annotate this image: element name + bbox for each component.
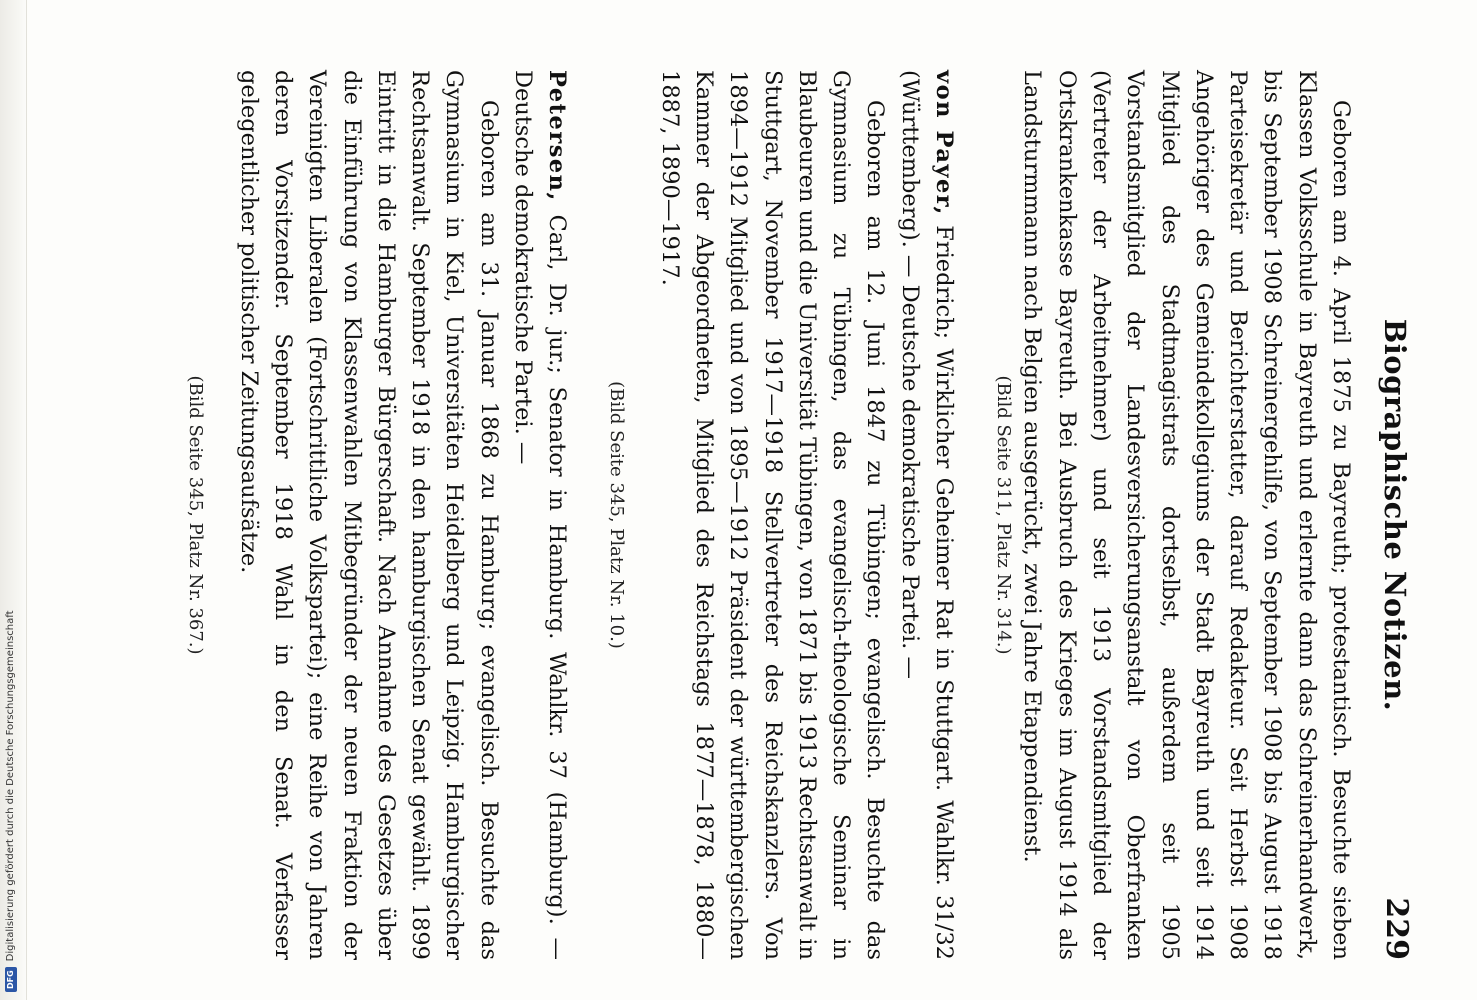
entry-surname: Petersen, (544, 70, 571, 202)
biography-paragraph: Geboren am 4. April 1875 zu Bayreuth; protestantisch. Besuchte sieben Klassen Volksschule in Bayreuth und erlernte dann das Schreinerhandwerk, bis September 1908 Schreinergehilfe, von September 1908 bis August 1918 Parteisekretär und Berichterstatter, darauf Redakteur. Seit Herbst 1908 Angehöriger des Gemeindekollegiums der Stadt Bayreuth und seit 1914 Mitglied des Stadtmagistrats dortselbst, außerdem seit 1905 Vorstandsmitglied der Landesversicherungsanstalt von Oberfranken (Vertreter der Arbeitnehmer) und seit 1913 Vorstandsmitglied der Ortskrankenkasse Bayreuth. Bei Ausbruch des Krieges im August 1914 als Landsturmmann nach Belgien ausgerückt, zwei Jahre Etappendienst. (1019, 70, 1354, 960)
image-reference: (Bild Seite 345, Platz Nr. 10.) (606, 381, 628, 649)
entry-heading (506, 70, 575, 960)
entry-heading-rest: Carl, Dr. jur.; Senator in Hamburg. Wahlkr. 37 (Hamburg). — Deutsche demokratische Partei. — (510, 70, 571, 960)
biography-entry (604, 70, 961, 960)
image-reference: (Bild Seite 311, Platz Nr. 314.) (993, 375, 1015, 655)
running-title: Biographische Notizen. (1378, 318, 1412, 712)
biography-paragraph: Geboren am 31. Januar 1868 zu Hamburg; evangelisch. Besuchte das Gymnasium in Kiel, Universitäten Heidelberg und Leipzig. Hamburgischer Rechtsanwalt. September 1918 in den hamburgischen Senat gewählt. 1899 Eintritt in die Hamburger Bürgerschaft. Nach Annahme des Gesetzes über die Einführung von Klassenwahlen Mitbegründer der neuen Fraktion der Vereinigten Liberalen (Fortschrittliche Volkspartei); eine Reihe von Jahren deren Vorsitzender. September 1918 Wahl in den Senat. Verfasser gelegentlicher politischer Zeitungsaufsätze. (235, 70, 502, 960)
entry-heading (892, 70, 961, 960)
biography-entry (183, 70, 574, 960)
page-header (1366, 70, 1412, 960)
biography-entry (991, 70, 1358, 960)
dfg-logo: DFG (5, 967, 17, 992)
book-page (16, 0, 1436, 1000)
biography-paragraph: Geboren am 12. Juni 1847 zu Tübingen; evangelisch. Besuchte das Gymnasium zu Tübingen, das evangelisch-theologische Seminar in Blaubeuren und die Universität Tübingen, von 1871 bis 1913 Rechtsanwalt in Stuttgart, November 1917—1918 Stellvertreter des Reichskanzlers. Von 1894—1912 Mitglied und von 1895—1912 Präsident der württembergischen Kammer der Abgeordneten, Mitglied des Reichstags 1877—1878, 1880—1887, 1890—1917. (656, 70, 889, 960)
digitization-notice-text: Digitalisierung gefördert durch die Deutsche Forschungsgemeinschaft (5, 610, 16, 962)
entry-heading-rest: Friedrich; Wirklicher Geheimer Rat in Stuttgart. Wahlkr. 31/32 (Württemberg). — Deutsche demokratische Partei. — (896, 70, 958, 960)
entry-surname: von Payer, (931, 70, 958, 216)
image-reference: (Bild Seite 345, Platz Nr. 367.) (185, 375, 207, 655)
page-number: 229 (1379, 897, 1414, 960)
